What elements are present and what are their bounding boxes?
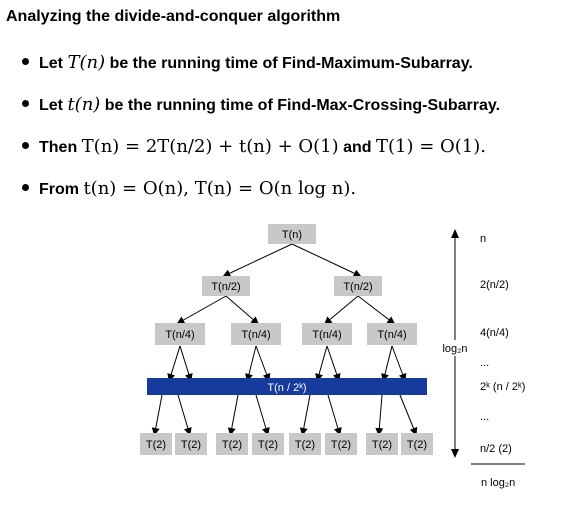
node-label: T(n/2) bbox=[211, 281, 241, 293]
math-base-case: T(1) = O(1). bbox=[376, 136, 487, 157]
leaf-label: T(2) bbox=[180, 439, 202, 451]
leaf-label: T(2) bbox=[257, 439, 279, 451]
leaf-label: T(2) bbox=[221, 439, 243, 451]
edge bbox=[256, 395, 267, 432]
level-cost: n/2 (2) bbox=[480, 443, 512, 455]
leaf-label: T(2) bbox=[294, 439, 316, 451]
slide-title: Analyzing the divide-and-conquer algorithm bbox=[6, 8, 341, 25]
level-cost: ... bbox=[480, 357, 490, 369]
band-label: T(n / 2ᵏ) bbox=[267, 382, 307, 394]
math-t-n: t(n) bbox=[67, 94, 101, 115]
node-label: T(n/4) bbox=[377, 329, 407, 341]
math-recurrence: T(n) = 2T(n/2) + t(n) + O(1) bbox=[81, 136, 339, 157]
edge bbox=[180, 296, 226, 322]
node-label: T(n/4) bbox=[165, 329, 195, 341]
height-label: log₂n bbox=[442, 343, 468, 355]
leaf-label: T(2) bbox=[371, 439, 393, 451]
edge bbox=[170, 346, 180, 378]
edge bbox=[178, 395, 189, 432]
level-cost: 2(n/2) bbox=[480, 279, 509, 291]
leaf-label: T(2) bbox=[145, 439, 167, 451]
edge bbox=[226, 244, 292, 275]
bullet-2: Let t(n) be the running time of Find-Max-Crossing-Subarray. bbox=[22, 94, 500, 115]
edge bbox=[327, 296, 358, 322]
edge bbox=[303, 395, 310, 432]
edge bbox=[328, 395, 339, 432]
node-label: T(n/2) bbox=[343, 281, 373, 293]
bullet-4: From t(n) = O(n), T(n) = O(n log n). bbox=[22, 178, 356, 199]
edge bbox=[384, 346, 392, 378]
edge bbox=[327, 346, 338, 378]
bullet-3: Then T(n) = 2T(n/2) + t(n) + O(1) and T(1) = O(1). bbox=[22, 136, 486, 157]
edge bbox=[400, 395, 415, 432]
height-arrow-head-down bbox=[451, 449, 459, 458]
edge bbox=[231, 395, 238, 432]
level-cost: 2ᵏ (n / 2ᵏ) bbox=[480, 381, 526, 393]
edge bbox=[226, 296, 256, 322]
edge bbox=[292, 244, 358, 275]
edge bbox=[358, 296, 392, 322]
math-result: t(n) = O(n), T(n) = O(n log n). bbox=[83, 178, 357, 199]
bullet-1: Let T(n) be the running time of Find-Maximum-Subarray. bbox=[22, 52, 473, 73]
node-label: T(n/4) bbox=[312, 329, 342, 341]
edge bbox=[180, 346, 190, 378]
node-label: T(n/4) bbox=[241, 329, 271, 341]
total-cost: n log₂n bbox=[481, 477, 516, 489]
edge bbox=[155, 395, 162, 432]
node-label: T(n) bbox=[281, 229, 303, 241]
math-T-n: T(n) bbox=[67, 52, 106, 73]
level-cost: n bbox=[480, 233, 487, 245]
edge bbox=[379, 395, 382, 432]
leaf-label: T(2) bbox=[330, 439, 352, 451]
level-cost: ... bbox=[480, 411, 490, 423]
edge bbox=[256, 346, 268, 378]
edge bbox=[318, 346, 327, 378]
leaf-label: T(2) bbox=[406, 439, 428, 451]
height-arrow-head-up bbox=[451, 229, 459, 238]
edge bbox=[248, 346, 256, 378]
edge bbox=[392, 346, 404, 378]
level-cost: 4(n/4) bbox=[480, 327, 509, 339]
